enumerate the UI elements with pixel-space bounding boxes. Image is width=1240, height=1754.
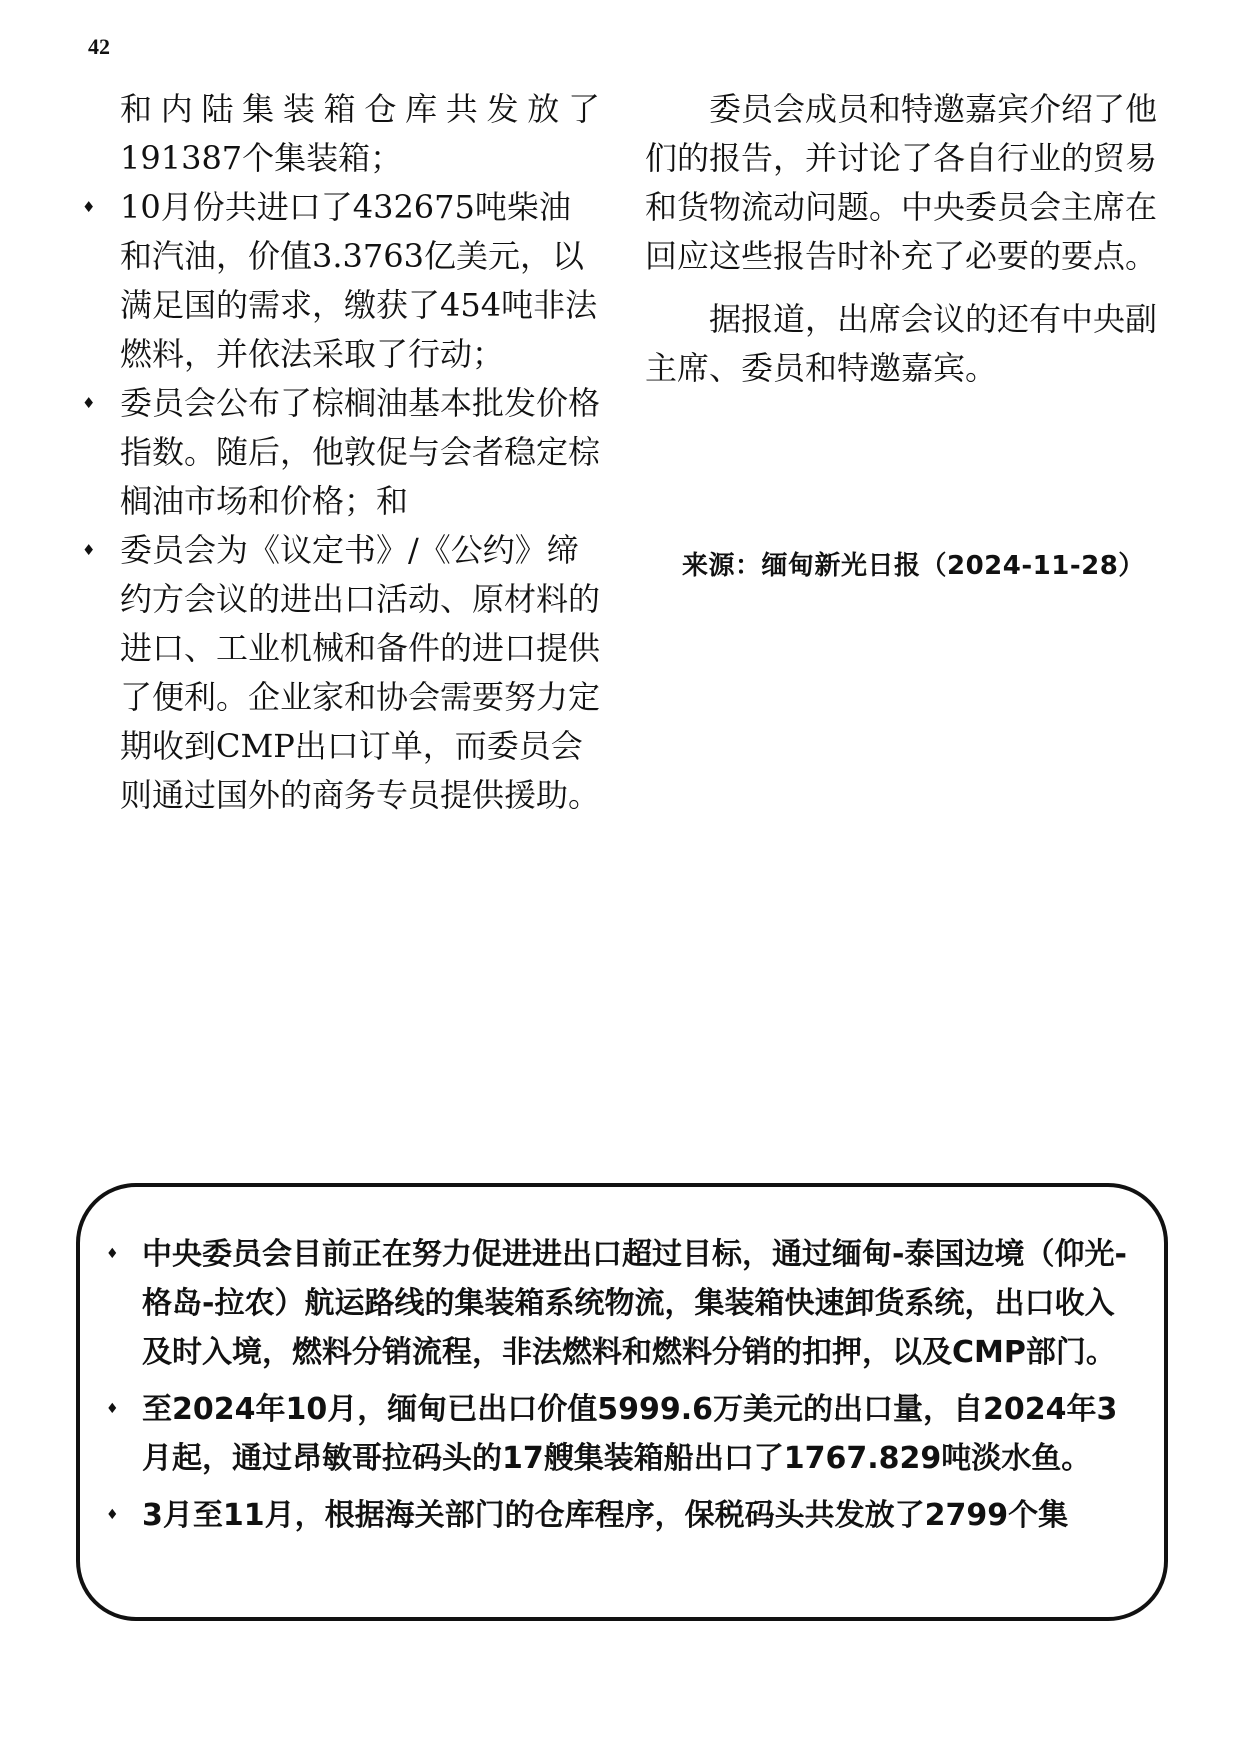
list-item xyxy=(82,379,601,526)
highlight-bullet-list xyxy=(106,1230,1142,1540)
page-number: 42 xyxy=(88,34,110,59)
opening-paragraph: 和内陆集装箱仓库共发放了191387个集装箱； xyxy=(120,90,600,177)
right-column xyxy=(645,85,1165,393)
paragraph: 据报道，出席会议的还有中央副主席、委员和特邀嘉宾。 xyxy=(645,300,1158,387)
diamond-bullet-icon: ♦ xyxy=(82,541,96,559)
list-item xyxy=(106,1230,1142,1377)
list-item xyxy=(82,526,601,820)
highlight-box xyxy=(76,1183,1168,1621)
left-column xyxy=(82,85,601,820)
list-item xyxy=(82,183,600,379)
diamond-bullet-icon: ♦ xyxy=(106,1401,119,1417)
list-item xyxy=(106,1385,1142,1483)
diamond-bullet-icon: ♦ xyxy=(82,394,96,412)
left-bullet-list xyxy=(82,183,601,820)
paragraph: 委员会成员和特邀嘉宾介绍了他们的报告，并讨论了各自行业的贸易和货物流动问题。中央委员会主席在回应这些报告时补充了必要的要点。 xyxy=(645,90,1158,275)
diamond-bullet-icon: ♦ xyxy=(106,1507,119,1523)
diamond-bullet-icon: ♦ xyxy=(82,198,96,216)
source-citation: 来源：缅甸新光日报（2024-11-28） xyxy=(682,551,1145,581)
bullet-text: 3月至11月，根据海关部门的仓库程序，保税码头共发放了2799个集 xyxy=(142,1498,1069,1533)
list-item xyxy=(106,1491,1142,1540)
diamond-bullet-icon: ♦ xyxy=(106,1246,119,1262)
bullet-text: 至2024年10月，缅甸已出口价值5999.6万美元的出口量，自2024年3月起，通过昂敏哥拉码头的17艘集装箱船出口了1767.829吨淡水鱼。 xyxy=(142,1392,1118,1476)
bullet-text: 委员会公布了棕榈油基本批发价格指数。随后，他敦促与会者稳定棕榈油市场和价格；和 xyxy=(120,384,601,520)
bullet-text: 中央委员会目前正在努力促进进出口超过目标，通过缅甸-泰国边境（仰光-格岛-拉农）航运路线的集装箱系统物流，集装箱快速卸货系统，出口收入及时入境，燃料分销流程，非法燃料和燃料分销的扣押，以及CMP部门。 xyxy=(142,1237,1127,1370)
bullet-text: 10月份共进口了432675吨柴油和汽油，价值3.3763亿美元，以满足国的需求，缴获了454吨非法燃料，并依法采取了行动； xyxy=(120,188,598,373)
bullet-text: 委员会为《议定书》/《公约》缔约方会议的进出口活动、原材料的进口、工业机械和备件的进口提供了便利。企业家和协会需要努力定期收到CMP出口订单，而委员会则通过国外的商务专员提供援助。 xyxy=(120,531,601,814)
